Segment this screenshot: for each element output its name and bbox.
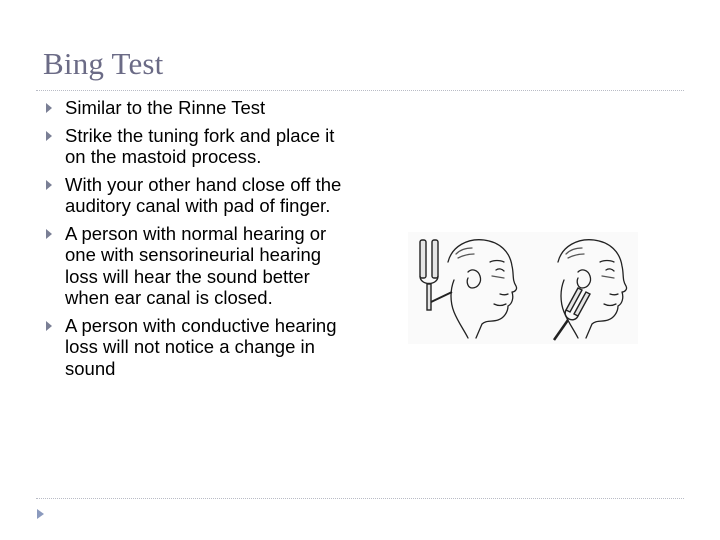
bullet-arrow-icon — [46, 321, 52, 331]
bullet-item — [46, 223, 351, 309]
bullet-arrow-icon — [46, 131, 52, 141]
bullet-arrow-icon — [46, 180, 52, 190]
title-divider — [36, 90, 684, 91]
slide-title: Bing Test — [43, 46, 164, 81]
bullet-item — [46, 315, 351, 380]
bullet-arrow-icon — [46, 103, 52, 113]
tuning-fork-on-head-illustration — [408, 232, 638, 344]
bullet-text: A person with conductive hearing loss will not notice a change in sound — [65, 314, 337, 379]
bullet-arrow-icon — [46, 229, 52, 239]
bullet-text: A person with normal hearing or one with sensorineurial hearing loss will hear the sound better when ear canal is closed. — [65, 222, 327, 308]
footer-divider — [36, 498, 684, 499]
bullet-text: Similar to the Rinne Test — [65, 97, 266, 118]
slide-nav-arrow-icon[interactable] — [37, 509, 44, 519]
bullet-item — [46, 125, 351, 168]
bullet-text: Strike the tuning fork and place it on the mastoid process. — [65, 124, 335, 167]
bullet-list — [46, 97, 351, 385]
bullet-text: With your other hand close off the auditory canal with pad of finger. — [65, 173, 342, 216]
bullet-item — [46, 174, 351, 217]
bullet-item — [46, 97, 351, 119]
